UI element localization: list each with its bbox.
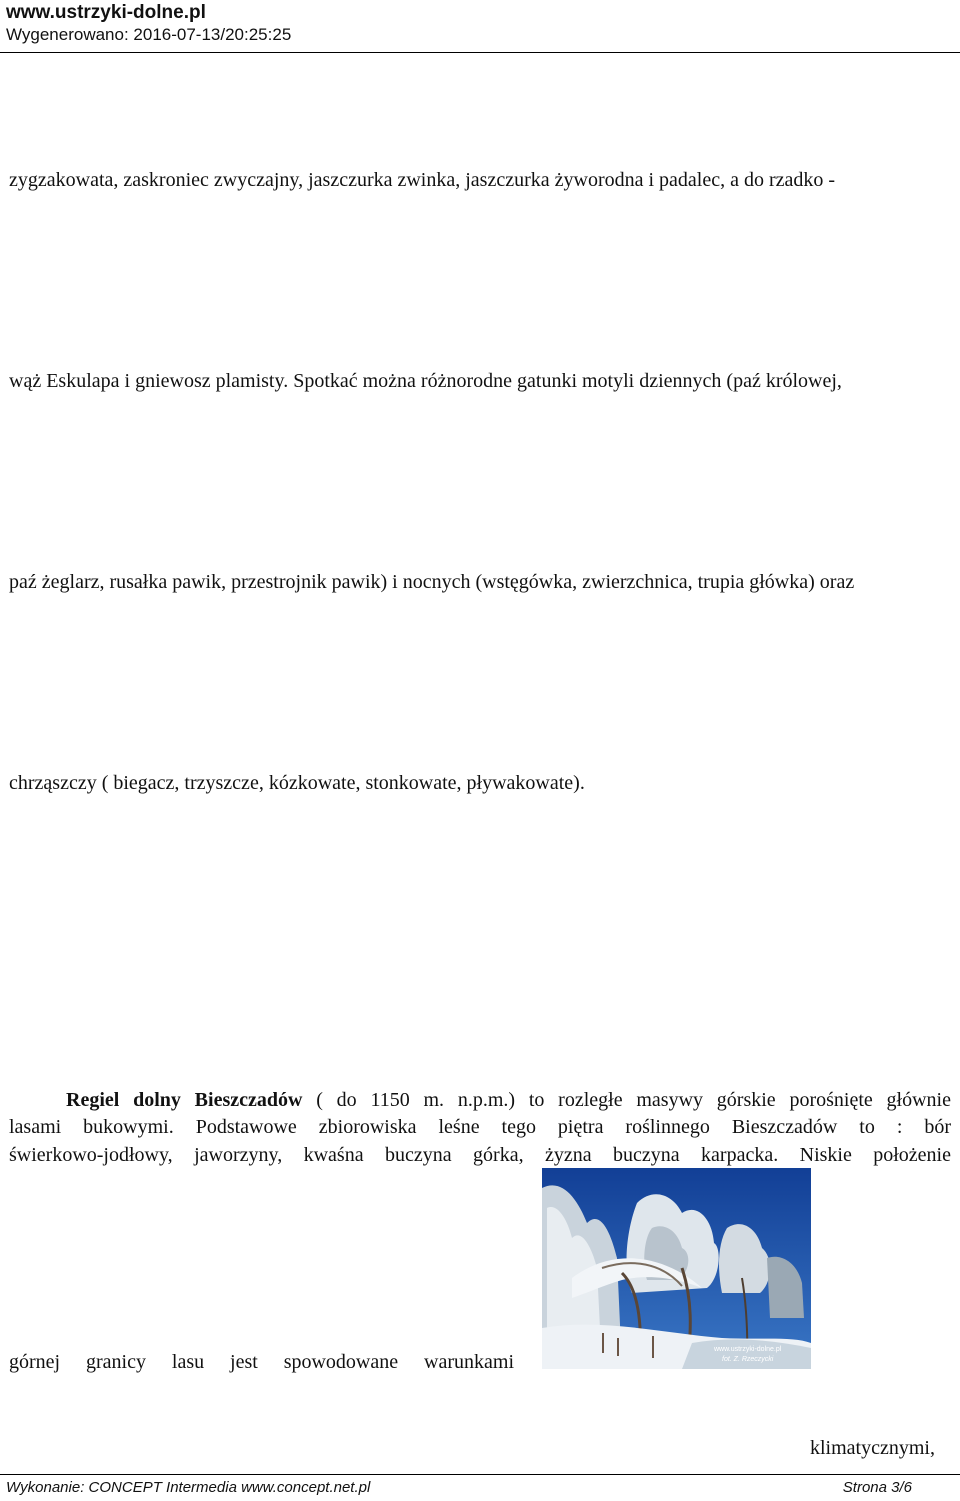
paragraph-regiel-line-2: lasami bukowymi. Podstawowe zbiorowiska leśne tego piętra roślinnego Bieszczadów to : bór [9, 1116, 951, 1138]
text-line-2: wąż Eskulapa i gniewosz plamisty. Spotkać można różnorodne gatunki motyli dziennych (paź królowej, [9, 370, 842, 392]
header-divider [0, 52, 960, 53]
text-line-4: chrząszczy ( biegacz, trzyszcze, kózkowate, stonkowate, pływakowate). [9, 772, 585, 794]
paragraph-regiel-line-3: świerkowo-jodłowy, jaworzyny, kwaśna buczyna górka, żyzna buczyna karpacka. Niskie położenie [9, 1144, 951, 1166]
paragraph-regiel-line-1 [66, 1088, 951, 1112]
footer-divider [0, 1474, 960, 1475]
paragraph-regiel-line-4: górnej granicy lasu jest spowodowane warunkami [9, 1351, 514, 1373]
footer-credit[interactable]: Wykonanie: CONCEPT Intermedia www.concept.net.pl [6, 1479, 371, 1496]
site-url[interactable]: www.ustrzyki-dolne.pl [6, 2, 206, 23]
winter-forest-photo [542, 1168, 811, 1369]
regiel-heading: Regiel dolny Bieszczadów [66, 1089, 303, 1111]
generated-timestamp: Wygenerowano: 2016-07-13/20:25:25 [6, 25, 292, 44]
photo-watermark-url: www.ustrzyki-dolne.pl [714, 1346, 782, 1353]
text-line-3: paź żeglarz, rusałka pawik, przestrojnik pawik) i nocnych (wstęgówka, zwierzchnica, trupia główka) oraz [9, 571, 855, 593]
page-header [6, 2, 291, 46]
page-number: Strona 3/6 [842, 1479, 912, 1496]
regiel-line-1-rest: ( do 1150 m. n.p.m.) to rozległe masywy górskie porośnięte głównie [302, 1089, 951, 1111]
text-line-1: zygzakowata, zaskroniec zwyczajny, jaszczurka zwinka, jaszczurka żyworodna i padalec, a do rzadko - [9, 169, 836, 191]
paragraph-regiel-line-5: klimatycznymi, [810, 1437, 935, 1459]
photo-watermark-credit: fot. Z. Rzeczycki [722, 1356, 774, 1363]
